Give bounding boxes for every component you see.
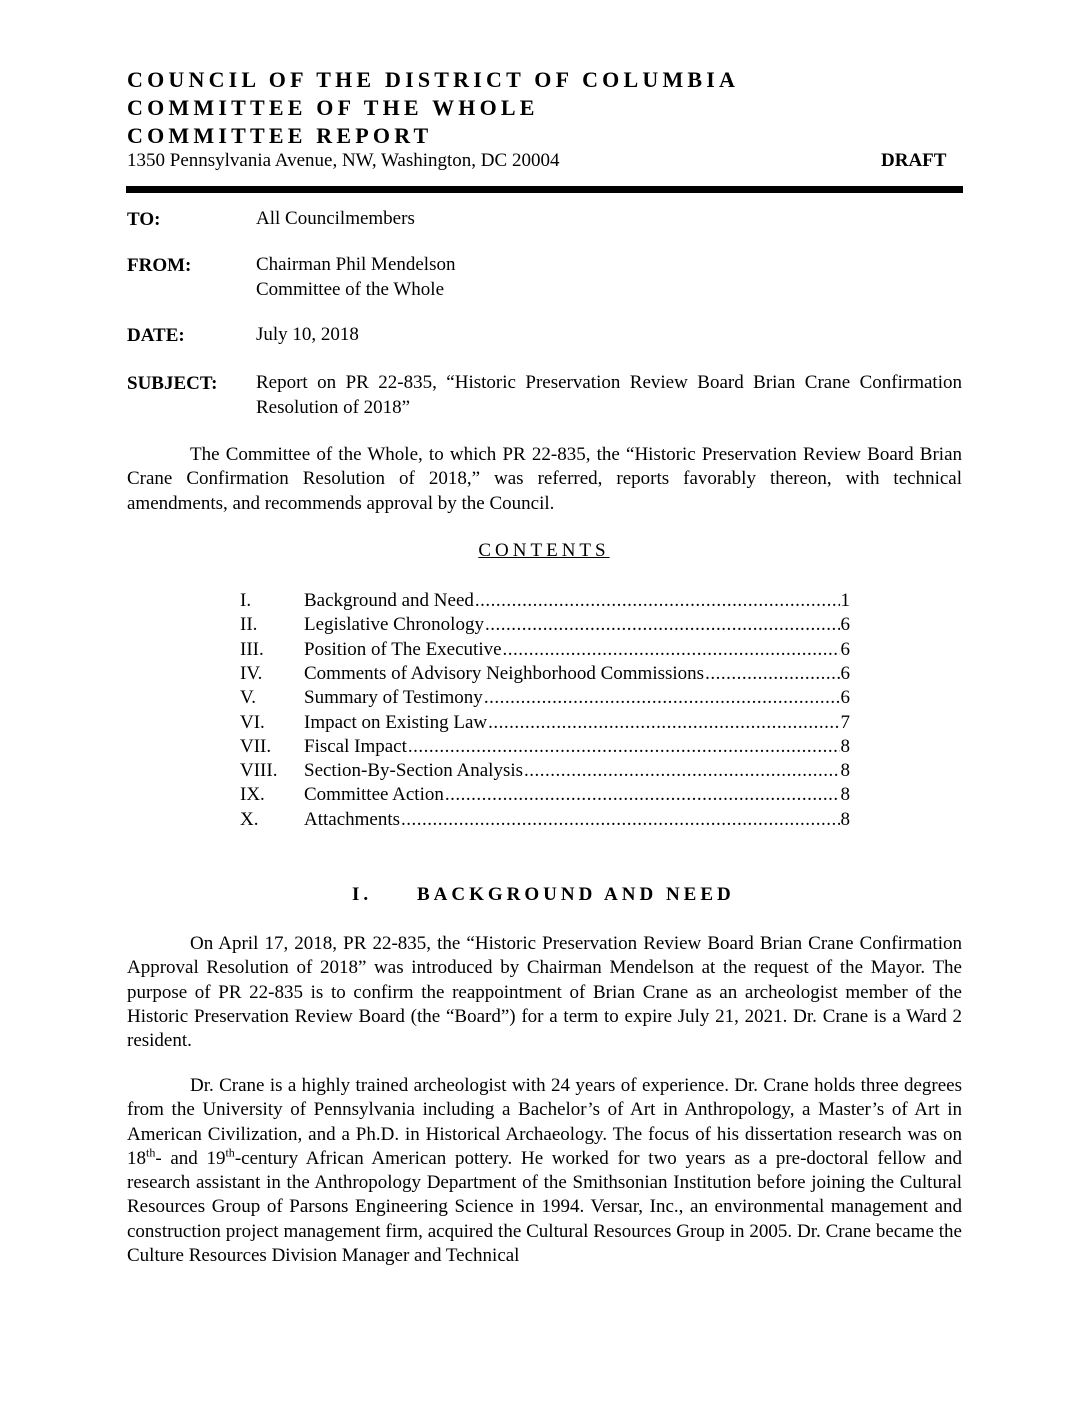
toc-dot-leader (485, 613, 840, 637)
toc-item-title: Position of The Executive (304, 638, 502, 660)
committee-name-heading: COMMITTEE OF THE WHOLE (127, 95, 539, 120)
toc-item-number: IV. (240, 662, 263, 684)
toc-dot-leader (484, 686, 840, 710)
to-value: All Councilmembers (256, 208, 415, 229)
toc-dot-leader (524, 759, 839, 783)
toc-entry (304, 589, 850, 613)
toc-item-title: Impact on Existing Law (304, 711, 488, 733)
toc-row (240, 589, 850, 613)
toc-entry (304, 711, 850, 735)
subject-label: SUBJECT: (127, 373, 218, 394)
toc-item-title: Attachments (304, 808, 401, 830)
toc-dot-leader (401, 808, 839, 832)
toc-row (240, 783, 850, 807)
date-value: July 10, 2018 (256, 324, 359, 345)
section-number: I. (352, 884, 373, 905)
toc-entry (304, 662, 850, 686)
toc-entry (304, 783, 850, 807)
toc-entry (304, 735, 850, 759)
section-heading: BACKGROUND AND NEED (417, 884, 735, 905)
from-label: FROM: (127, 255, 192, 276)
header-divider (126, 186, 963, 193)
toc-item-title: Legislative Chronology (304, 614, 484, 636)
toc-item-page: 6 (840, 638, 850, 660)
toc-dot-leader (475, 589, 840, 613)
toc-item-title: Section-By-Section Analysis (304, 760, 524, 782)
draft-status-label: DRAFT (881, 150, 947, 171)
toc-item-title: Committee Action (304, 784, 444, 806)
toc-item-number: I. (240, 590, 252, 611)
toc-item-number: III. (240, 638, 264, 660)
toc-row (240, 638, 850, 662)
toc-entry (304, 638, 850, 662)
toc-row (240, 808, 850, 832)
intro-paragraph: The Committee of the Whole, to which PR 22-835, the “Historic Preservation Review Board Brian Crane Confirmation Resolution of 2018,” was referred, reports favorably thereon, with technical amendments, and recommends approval by the Council. (127, 444, 962, 514)
toc-item-number: X. (240, 808, 259, 830)
toc-item-page: 6 (840, 687, 850, 709)
toc-item-page: 8 (840, 735, 850, 757)
background-paragraph-2: Dr. Crane is a highly trained archeologist with 24 years of experience. Dr. Crane holds three degrees from the University of Pennsylvania including a Bachelor’s of Art in Anthropology, a Master’s of Art in American Civilization, and a Ph.D. in Historical Archaeology. The focus of his dissertation research was on 18th- and 19th-century African American pottery. He worked for two years as a pre-doctoral fellow and research assistant in the Anthropology Department of the Smithsonian Institution before joining the Cultural Resources Group of Parsons Engineering Science in 1994. Versar, Inc., an environmental management and construction project management firm, acquired the Cultural Resources Group in 2005. Dr. Crane became the Culture Resources Division Manager and Technical (127, 1075, 962, 1267)
from-committee: Committee of the Whole (256, 279, 445, 300)
toc-row (240, 662, 850, 686)
toc-item-number: IX. (240, 784, 265, 806)
toc-item-page: 8 (840, 760, 850, 782)
toc-entry (304, 759, 850, 783)
toc-dot-leader (503, 638, 840, 662)
toc-row (240, 686, 850, 710)
toc-item-number: V. (240, 687, 257, 709)
subject-value: Report on PR 22-835, “Historic Preservation Review Board Brian Crane Confirmation Resolution of 2018” (256, 372, 962, 418)
council-name-heading: COUNCIL OF THE DISTRICT OF COLUMBIA (127, 67, 740, 92)
toc-item-number: VII. (240, 735, 272, 757)
toc-item-page: 6 (840, 614, 850, 636)
toc-row (240, 613, 850, 637)
toc-dot-leader (488, 711, 839, 735)
toc-row (240, 735, 850, 759)
toc-item-number: VIII. (240, 760, 278, 782)
toc-item-page: 7 (840, 711, 850, 733)
toc-entry (304, 686, 850, 710)
contents-heading: CONTENTS (478, 540, 610, 561)
toc-item-page: 8 (840, 784, 850, 806)
toc-dot-leader (408, 735, 840, 759)
toc-item-number: VI. (240, 711, 265, 733)
toc-item-title: Background and Need (304, 590, 474, 611)
date-label: DATE: (127, 325, 185, 346)
toc-item-page: 8 (840, 808, 850, 830)
toc-item-page: 1 (840, 590, 850, 611)
toc-item-page: 6 (840, 662, 850, 684)
toc-item-number: II. (240, 614, 258, 636)
toc-item-title: Comments of Advisory Neighborhood Commissions (304, 662, 705, 684)
to-label: TO: (127, 209, 161, 230)
toc-entry (304, 613, 850, 637)
toc-dot-leader (445, 783, 840, 807)
toc-entry (304, 808, 850, 832)
background-paragraph-1: On April 17, 2018, PR 22-835, the “Historic Preservation Review Board Brian Crane Confirmation Approval Resolution of 2018” was introduced by Chairman Mendelson at the request of the Mayor. The purpose of PR 22-835 is to confirm the reappointment of Brian Crane as an archeologist member of the Historic Preservation Review Board (the “Board”) for a term to expire July 21, 2021. Dr. Crane is a Ward 2 resident. (127, 933, 962, 1052)
report-type-heading: COMMITTEE REPORT (127, 123, 433, 148)
toc-row (240, 711, 850, 735)
from-name: Chairman Phil Mendelson (256, 254, 456, 275)
council-address: 1350 Pennsylvania Avenue, NW, Washington, DC 20004 (127, 150, 560, 171)
toc-item-title: Summary of Testimony (304, 687, 483, 709)
toc-item-title: Fiscal Impact (304, 735, 407, 757)
toc-dot-leader (705, 662, 839, 686)
toc-row (240, 759, 850, 783)
